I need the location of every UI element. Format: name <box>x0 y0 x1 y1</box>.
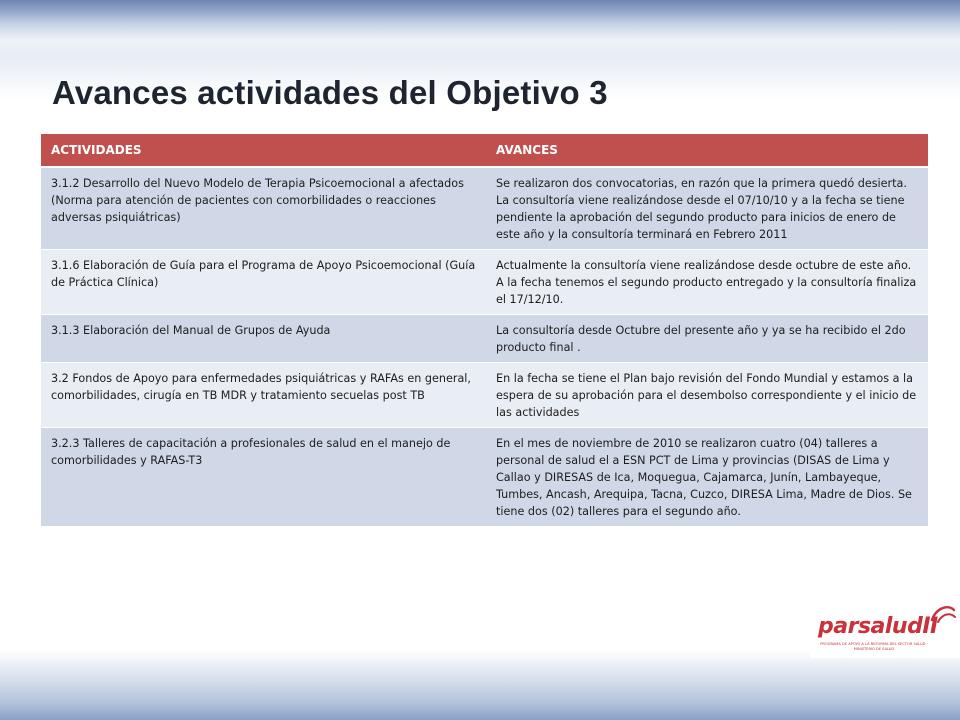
table-row <box>41 315 928 363</box>
parsalud-logo <box>810 600 960 658</box>
bottom-decorative-band <box>0 650 960 720</box>
activity-cell: 3.1.6 Elaboración de Guía para el Programa de Apoyo Psicoemocional (Guía de Práctica Clínica) <box>41 250 486 315</box>
column-header-avances: AVANCES <box>486 134 928 167</box>
table-row <box>41 428 928 527</box>
activities-table <box>41 134 928 527</box>
activity-cell: 3.1.3 Elaboración del Manual de Grupos de Ayuda <box>41 315 486 363</box>
logo-wordmark: parsaludII <box>818 614 938 639</box>
progress-cell: Se realizaron dos convocatorias, en razón que la primera quedó desierta. La consultoría viene realizándose desde el 07/10/10 y a la fecha se tiene pendiente la aprobación del segundo producto para inicios de enero de este año y la consultoría terminará en Febrero 2011 <box>486 167 928 250</box>
logo-tagline: PROGRAMA DE APOYO A LA REFORMA DEL SECTOR SALUD · MINISTERIO DE SALUD <box>820 642 928 651</box>
activity-cell: 3.2.3 Talleres de capacitación a profesionales de salud en el manejo de comorbilidades y RAFAS-T3 <box>41 428 486 527</box>
table-row <box>41 250 928 315</box>
progress-cell: La consultoría desde Octubre del presente año y ya se ha recibido el 2do producto final . <box>486 315 928 363</box>
column-header-actividades: ACTIVIDADES <box>41 134 486 167</box>
progress-cell: En la fecha se tiene el Plan bajo revisión del Fondo Mundial y estamos a la espera de su aprobación para el desembolso correspondiente y el inicio de las actividades <box>486 363 928 428</box>
slide-title: Avances actividades del Objetivo 3 <box>52 74 608 111</box>
activity-cell: 3.2 Fondos de Apoyo para enfermedades psiquiátricas y RAFAs en general, comorbilidades, cirugía en TB MDR y tratamiento secuelas post TB <box>41 363 486 428</box>
table-row <box>41 167 928 250</box>
activity-cell: 3.1.2 Desarrollo del Nuevo Modelo de Terapia Psicoemocional a afectados (Norma para atención de pacientes con comorbilidades o reacciones adversas psiquiátricas) <box>41 167 486 250</box>
progress-cell: En el mes de noviembre de 2010 se realizaron cuatro (04) talleres a personal de salud el a ESN PCT de Lima y provincias (DISAS de Lima y Callao y DIRESAS de Ica, Moquegua, Cajamarca, Junín, Lambayeque, Tumbes, Ancash, Arequipa, Tacna, Cuzco, DIRESA Lima, Madre de Dios. Se tiene dos (02) talleres para el segundo año. <box>486 428 928 527</box>
table-header-row <box>41 134 928 167</box>
band-highlight <box>0 14 960 60</box>
progress-cell: Actualmente la consultoría viene realizándose desde octubre de este año. A la fecha tenemos el segundo producto entregado y la consultoría finaliza el 17/12/10. <box>486 250 928 315</box>
table-row <box>41 363 928 428</box>
